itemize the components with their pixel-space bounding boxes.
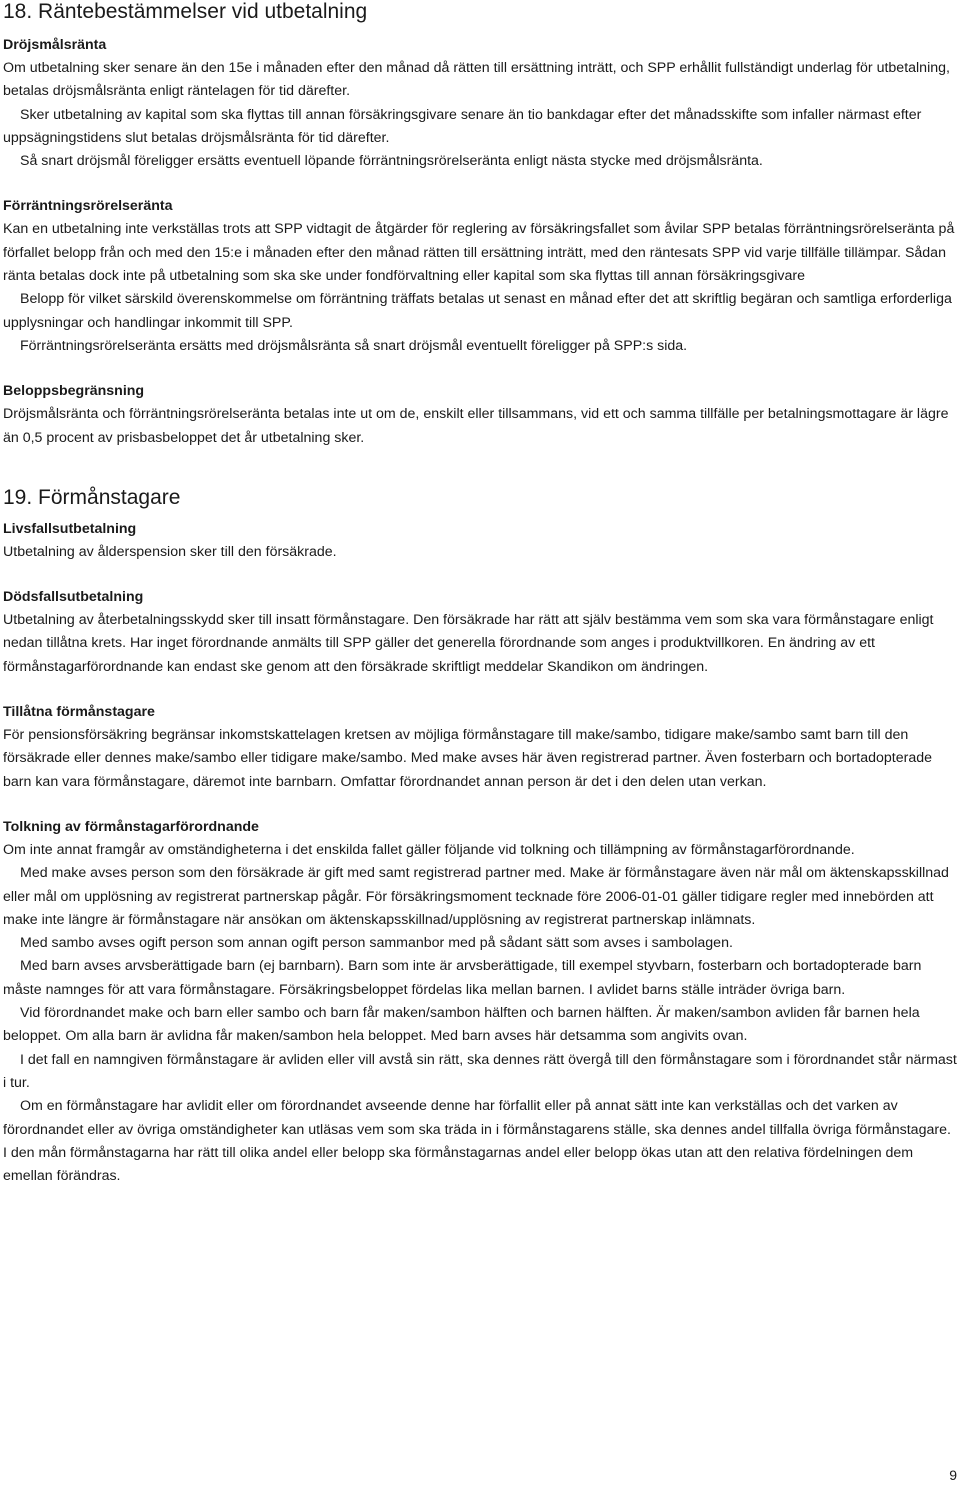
tillatna-formanstagare-paragraph-1: För pensionsförsäkring begränsar inkomstskattelagen kretsen av möjliga förmånstagare till make/sambo, tidigare make/sambo samt barn till den försäkrade eller dennes make/sambo eller tidigare make/sambo. Med make avses här även registrerad partner. Även fosterbarn och bortadopterade barn kan vara förmånstagare, däremot inte barnbarn. Omfattar förordnandet annan person är det i den delen utan verkan. bbox=[3, 727, 932, 790]
tolkning-paragraph-2: Med make avses person som den försäkrade är gift med samt registrerad partner med. Make är förmånstagare även när mål om äktenskapsskillnad eller mål om upplösning av registrerat partnerskap pågår. För försäkringsmoment tecknade före 2006-01-01 gäller tidigare regler med innebörden att make inte längre är förmånstagare när ansökan om äktenskapsskillnad/upplösning av registrerat partnerskap inlämnats. bbox=[3, 865, 949, 928]
dodsfallsutbetalning-heading: Dödsfallsutbetalning bbox=[3, 589, 144, 606]
tolkning-paragraph-7: Om en förmånstagare har avlidit eller om förordnandet avseende denne har förfallit eller på annat sätt inte kan verkställas och det varken av förordnandet eller av övriga omständigheter kan utläsas vem som ska träda in i förmånstagarens ställe, ska dennes andel tillfalla övriga förmånstagare. I den mån förmånstagarna har rätt till olika andel eller belopp ska förmånstagarnas andel eller belopp ökas utan att den relativa fördelningen dem emellan förändras. bbox=[3, 1098, 951, 1185]
livsfallsutbetalning-heading: Livsfallsutbetalning bbox=[3, 520, 137, 537]
tillatna-formanstagare-heading: Tillåtna förmånstagare bbox=[3, 704, 155, 721]
section-19-heading: 19. Förmånstagare bbox=[3, 485, 181, 509]
drojsmalsranta-heading: Dröjsmålsränta bbox=[3, 37, 107, 53]
drojsmalsranta-paragraph-3: Så snart dröjsmål föreligger ersätts eventuell löpande förräntningsrörelseränta enligt nästa stycke med dröjsmålsränta. bbox=[20, 153, 763, 170]
forrantningsrorelseranta-paragraph-2: Belopp för vilket särskild överenskommelse om förräntning träffats betalas ut senast en månad efter det att skriftlig begäran och samtliga erforderliga upplysningar och handlingar inkommit till SPP. bbox=[3, 291, 952, 331]
drojsmalsranta-paragraph-2: Sker utbetalning av kapital som ska flyttas till annan försäkringsgivare senare än tio bankdagar efter det månadsskifte som infaller närmast efter uppsägningstidens slut betalas dröjsmålsränta för tid därefter. bbox=[3, 106, 922, 146]
forrantningsrorelseranta-paragraph-1: Kan en utbetalning inte verkställas trots att SPP vidtagit de åtgärder för reglering av försäkringsfallet som åvilar SPP betalas förräntningsrörelseränta på förfallet belopp från och med den 15:e i månaden efter den månad rätten till ersättning inträtt, med den räntesats SPP vid varje tillfälle tillämpar. Sådan ränta betalas dock inte på utbetalning som ska ske under fondförvaltning eller kapital som ska flyttas till annan försäkringsgivare bbox=[3, 221, 955, 285]
tolkning-paragraph-6: I det fall en namngiven förmånstagare är avliden eller vill avstå sin rätt, ska dennes rätt övergå till den förmånstagare som i förordnandet står närmast i tur. bbox=[3, 1051, 957, 1091]
dodsfallsutbetalning-paragraph-1: Utbetalning av återbetalningsskydd sker till insatt förmånstagare. Den försäkrade har rätt att själv bestämma vem som ska vara förmånstagare enligt nedan tillåtna krets. Har inget förordnande anmälts till SPP gäller det generella förordnande som anges i produktvillkoren. En ändring av ett förmånstagarförordnande kan endast ske genom att den försäkrade skriftligt meddelar Skandikon om ändringen. bbox=[3, 612, 934, 675]
tolkning-paragraph-5: Vid förordnandet make och barn eller sambo och barn får maken/sambon hälften och barnen hälften. Är maken/sambon avliden får barnen hela beloppet. Om alla barn är avlidna får maken/sambon hela beloppet. Med barn avses här detsamma som angivits ovan. bbox=[3, 1005, 920, 1045]
drojsmalsranta-paragraph-1: Om utbetalning sker senare än den 15e i månaden efter den månad då rätten till ersättning inträtt, och SPP erhållit fullständigt underlag för utbetalning, betalas dröjsmålsränta enligt räntelagen för tid därefter. bbox=[3, 60, 950, 100]
page-content bbox=[3, 0, 958, 1188]
forrantningsrorelseranta-paragraph-3: Förräntningsrörelseränta ersätts med dröjsmålsränta så snart dröjsmål eventuellt föreligger på SPP:s sida. bbox=[20, 337, 688, 354]
beloppsbegransning-paragraph-1: Dröjsmålsränta och förräntningsrörelseränta betalas inte ut om de, enskilt eller tillsammans, vid ett och samma tillfälle per betalningsmottagare är lägre än 0,5 procent av prisbasbeloppet det år utbetalning sker. bbox=[3, 406, 949, 446]
beloppsbegransning-heading: Beloppsbegränsning bbox=[3, 383, 145, 400]
tolkning-paragraph-1: Om inte annat framgår av omständigheterna i det enskilda fallet gäller följande vid tolkning och tillämpning av förmånstagarförordnande. bbox=[3, 841, 855, 858]
section-18-heading: 18. Räntebestämmelser vid utbetalning bbox=[3, 0, 368, 23]
page-number: 9 bbox=[949, 1467, 957, 1483]
livsfallsutbetalning-paragraph-1: Utbetalning av ålderspension sker till den försäkrade. bbox=[3, 543, 337, 560]
tolkning-heading: Tolkning av förmånstagarförordnande bbox=[3, 818, 259, 835]
tolkning-paragraph-3: Med sambo avses ogift person som annan ogift person sammanbor med på sådant sätt som avses i sambolagen. bbox=[20, 935, 733, 952]
forrantningsrorelseranta-heading: Förräntningsrörelseränta bbox=[3, 198, 173, 215]
tolkning-paragraph-4: Med barn avses arvsberättigade barn (ej barnbarn). Barn som inte är arvsberättigade, till exempel styvbarn, fosterbarn och bortadopterade barn måste namnges för att vara förmånstagare. Försäkringsbeloppet fördelas lika mellan barnen. I avlidet barns ställe inträder övriga barn. bbox=[3, 958, 922, 998]
